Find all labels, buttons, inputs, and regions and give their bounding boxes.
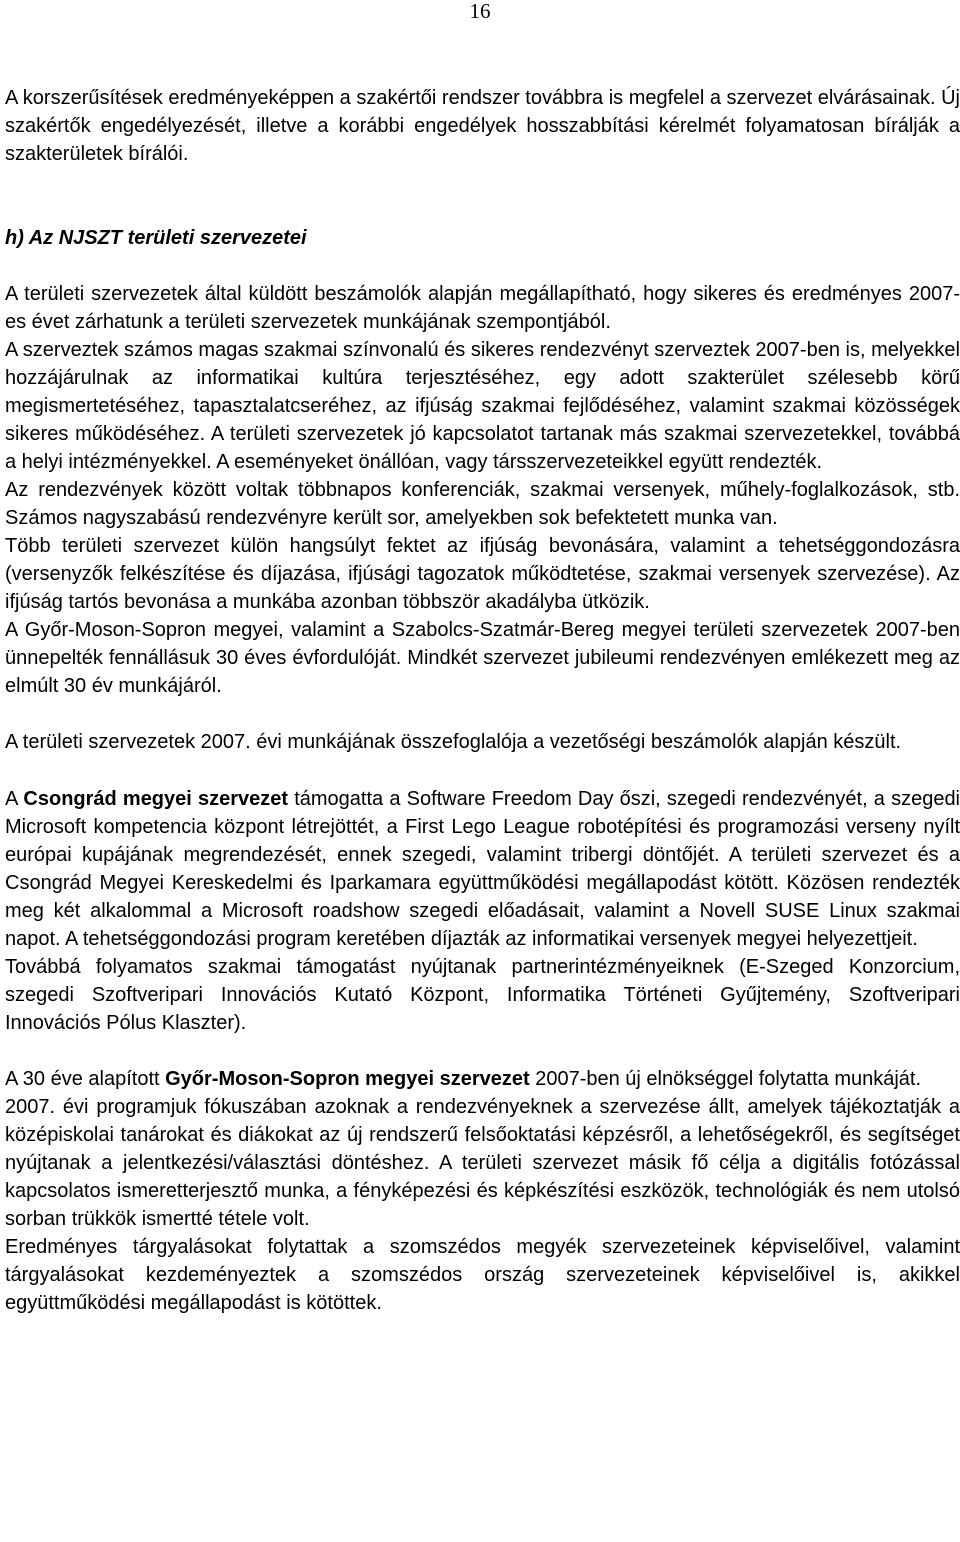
paragraph-gyor-program: 2007. évi programjuk fókuszában azoknak a rendezvényeknek a szervezése állt, amelyek tájékoztatják a középiskolai tanárokat és diákokat az új rendszerű felsőoktatási képzésről, a lehetőségekről, és segítséget nyújtanak a jelentkezési/választási döntéshez. A területi szervezet másik fő célja a digitális fotózással kapcsolatos ismeretterjesztő munka, a fényképezési és képkészítési eszközök, technológiák és nem utolsó sorban trükkök ismertté tétele volt. (5, 1096, 960, 1230)
paragraph-events: A szerveztek számos magas szakmai színvonalú és sikeres rendezvényt szerveztek 2007-ben is, melyekkel hozzájárulnak az informatikai kultúra terjesztéséhez, egy adott szakterület szélesebb körű megismertetéséhez, tapasztalatcseréhez, az ifjúság szakmai fejlődéséhez, valamint szakmai közösségek sikeres működéséhez. A területi szervezetek jó kapcsolatot tartanak más szakmai szervezetekkel, továbbá a helyi intézményekkel. A eseményeket önállóan, vagy társszervezeteikkel együtt rendezték. (5, 339, 960, 473)
csongrad-lead-text: A (5, 788, 24, 810)
paragraph-anniversary: A Győr-Moson-Sopron megyei, valamint a Szabolcs-Szatmár-Bereg megyei területi szervezetek 2007-ben ünnepelték fennállásuk 30 éves évfordulóját. Mindkét szervezet jubileumi rendezvényen emlékezett meg az elmúlt 30 év munkájáról. (5, 619, 960, 697)
intro-paragraph: A korszerűsítések eredményeképpen a szakértői rendszer továbbra is megfelel a szervezet elvárásainak. Új szakértők engedélyezését, illetve a korábbi engedélyek hosszabbítási kérelmét folyamatosan bírálják a szakterületek bírálói. (5, 87, 960, 165)
paragraph-youth: Több területi szervezet külön hangsúlyt fektet az ifjúság bevonására, valamint a tehetséggondozásra (versenyzők felkészítése és díjazása, ifjúsági tagozatok működtetése, szakmai versenyek szervezése). Az ifjúság tartós bevonása a munkába azonban többször akadályba ütközik. (5, 535, 960, 613)
page-number: 16 (469, 0, 491, 23)
paragraph-csongrad-partners: Továbbá folyamatos szakmai támogatást nyújtanak partnerintézményeiknek (E-Szeged Konzorcium, szegedi Szoftveripari Innovációs Kutató Központ, Informatika Történeti Gyűjtemény, Szoftveripari Innovációs Pólus Klaszter). (5, 956, 960, 1034)
paragraph-gyor (5, 1065, 960, 1093)
gyor-lead-text: A 30 éve alapított (5, 1068, 166, 1090)
paragraph-summary: A területi szervezetek által küldött beszámolók alapján megállapítható, hogy sikeres és eredményes 2007-es évet zárhatunk a területi szervezetek munkájának szempontjából. (5, 283, 960, 333)
section-heading: h) Az NJSZT területi szervezetei (5, 227, 307, 249)
csongrad-org-name: Csongrád megyei szervezet (23, 788, 289, 810)
gyor-body-text: 2007-ben új elnökséggel folytatta munkáját. (529, 1068, 922, 1090)
paragraph-csongrad (5, 785, 960, 953)
paragraph-event-types: Az rendezvények között voltak többnapos konferenciák, szakmai versenyek, műhely-foglalkozások, stb. Számos nagyszabású rendezvényre került sor, amelyekben sok befektetett munka van. (5, 479, 960, 529)
gyor-org-name: Győr-Moson-Sopron megyei szervezet (165, 1068, 530, 1090)
paragraph-compilation-note: A területi szervezetek 2007. évi munkájának összefoglalója a vezetőségi beszámolók alapján készült. (5, 731, 902, 753)
paragraph-gyor-negotiations: Eredményes tárgyalásokat folytattak a szomszédos megyék szervezeteinek képviselőivel, valamint tárgyalásokat kezdeményeztek a szomszédos ország szervezeteinek képviselőivel is, akikkel együttműködési megállapodást is kötöttek. (5, 1236, 960, 1314)
csongrad-body-text: támogatta a Software Freedom Day őszi, szegedi rendezvényét, a szegedi Microsoft kompetencia központ létrejöttét, a First Lego League robotépítési és programozási verseny nyílt európai kupájának megrendezését, ennek szegedi, valamint tribergi döntőjét. A területi szervezet és a Csongrád Megyei Kereskedelmi és Iparkamara együttműködési megállapodást kötött. Közösen rendezték meg két alkalommal a Microsoft roadshow szegedi előadásait, valamint a Novell SUSE Linux szakmai napot. A tehetséggondozási program keretében díjazták az informatikai versenyek megyei helyezettjeit. (5, 788, 960, 950)
document-body (5, 84, 960, 1317)
